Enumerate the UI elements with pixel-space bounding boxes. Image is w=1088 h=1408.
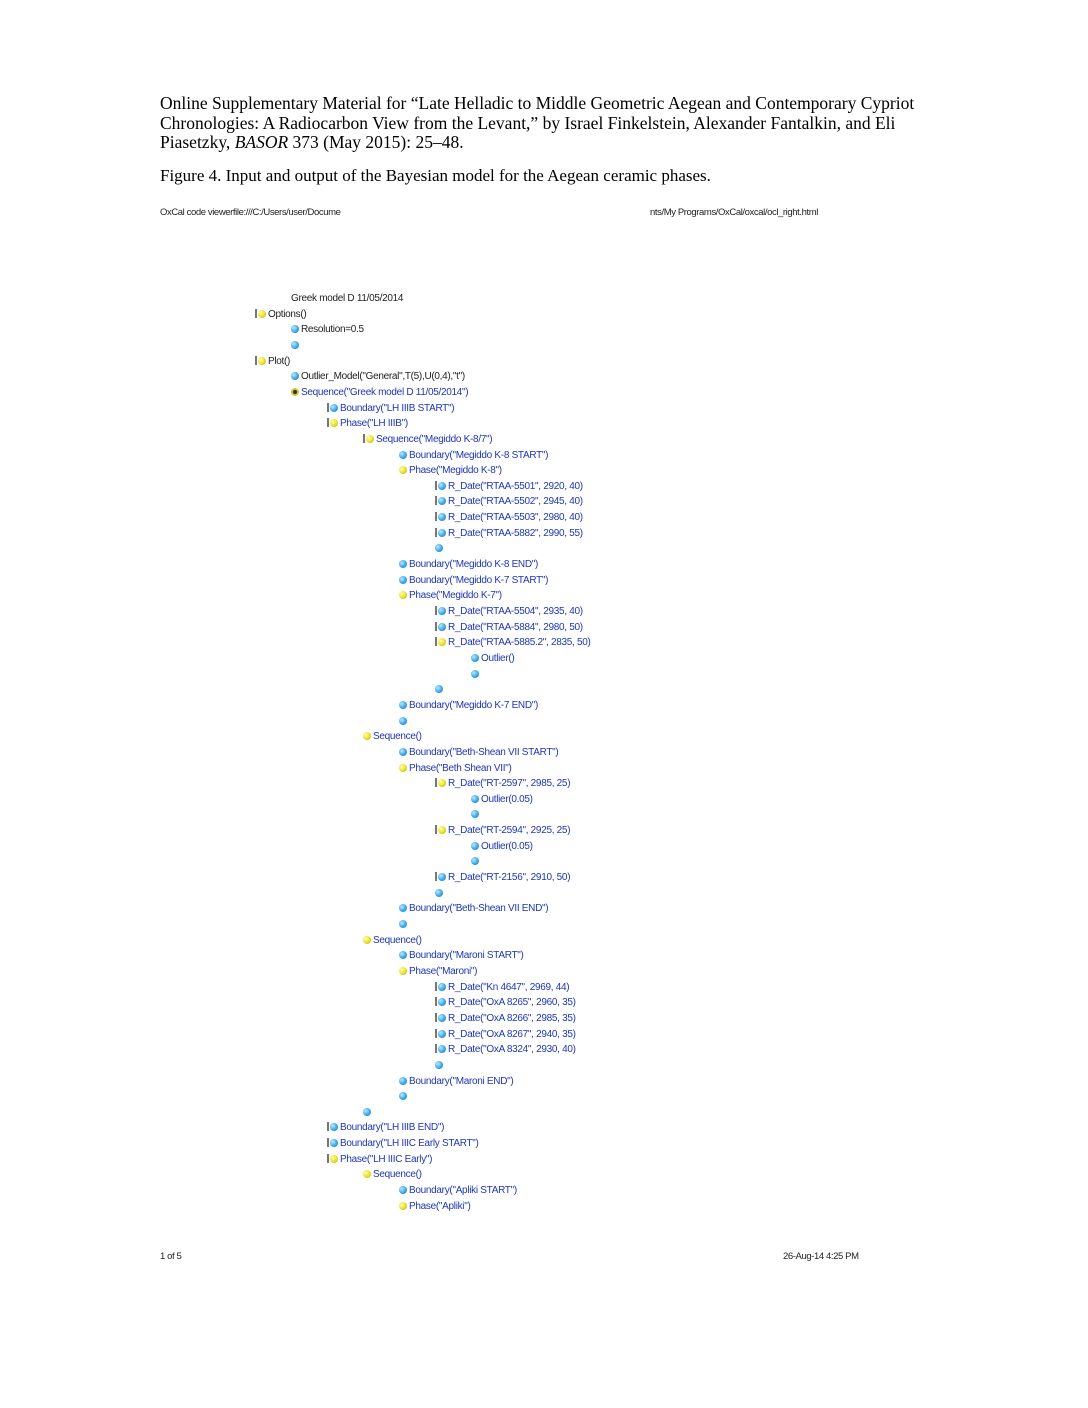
- item-node-icon[interactable]: [291, 372, 299, 380]
- item-node-icon[interactable]: [438, 998, 446, 1006]
- outlier-bar-icon: [255, 309, 257, 318]
- item-node-icon[interactable]: [435, 889, 443, 897]
- tree-node[interactable]: [399, 1200, 471, 1214]
- item-node-icon[interactable]: [363, 1108, 371, 1116]
- outlier-bar-icon: [435, 997, 437, 1006]
- tree-node[interactable]: [399, 449, 548, 463]
- outlier-bar-icon: [435, 528, 437, 537]
- tree-node-label[interactable]: Outlier(): [481, 652, 515, 664]
- tree-node-label[interactable]: Boundary("Apliki START"): [409, 1185, 517, 1197]
- item-node-icon[interactable]: [399, 451, 407, 459]
- tree-node[interactable]: [435, 871, 570, 885]
- item-node-icon[interactable]: [438, 1014, 446, 1022]
- tree-node-label[interactable]: Boundary("Megiddo K-8 START"): [409, 449, 549, 461]
- item-node-icon[interactable]: [399, 701, 407, 709]
- item-node-icon[interactable]: [438, 983, 446, 991]
- tree-node-label[interactable]: Phase("LH IIIB"): [340, 418, 408, 430]
- group-node-icon[interactable]: [363, 732, 371, 740]
- item-node-icon[interactable]: [399, 576, 407, 584]
- tree-node[interactable]: [399, 589, 502, 603]
- tree-node-label[interactable]: Boundary("LH IIIC Early START"): [340, 1138, 479, 1150]
- item-node-icon[interactable]: [291, 325, 299, 333]
- item-node-icon[interactable]: [291, 341, 299, 349]
- tree-node[interactable]: [327, 1121, 444, 1135]
- tree-node[interactable]: [435, 1043, 576, 1057]
- tree-node-label[interactable]: R_Date("RTAA-5503", 2980, 40): [448, 512, 583, 524]
- tree-node[interactable]: [471, 793, 533, 807]
- group-node-icon[interactable]: [399, 591, 407, 599]
- group-node-icon[interactable]: [258, 310, 266, 318]
- item-node-icon[interactable]: [471, 810, 479, 818]
- tree-node-label[interactable]: R_Date("RTAA-5504", 2935, 40): [448, 606, 583, 617]
- item-node-icon[interactable]: [438, 513, 446, 521]
- item-node-icon[interactable]: [438, 1030, 446, 1038]
- tree-node[interactable]: [399, 1075, 513, 1089]
- tree-node-label[interactable]: R_Date("RTAA-5882", 2990, 55): [448, 527, 583, 539]
- group-node-icon[interactable]: [363, 1170, 371, 1178]
- tree-node-label[interactable]: Boundary("Megiddo K-8 END"): [409, 559, 539, 571]
- tree-node-label[interactable]: Boundary("Beth-Shean VII END"): [409, 903, 549, 915]
- item-node-icon[interactable]: [438, 529, 446, 537]
- item-node-icon[interactable]: [399, 920, 407, 928]
- outlier-bar-icon: [435, 637, 437, 646]
- item-node-icon[interactable]: [471, 857, 479, 865]
- tree-node[interactable]: [363, 1168, 422, 1182]
- tree-node: [255, 308, 306, 322]
- group-node-icon[interactable]: [399, 967, 407, 975]
- tree-node[interactable]: [471, 840, 533, 854]
- tree-node: [291, 339, 301, 353]
- outlier-bar-icon: [327, 418, 329, 427]
- print-header-left: OxCal code viewerfile:///C:/Users/user/Docume: [160, 207, 341, 218]
- tree-node[interactable]: [399, 574, 548, 588]
- tree-node: [255, 355, 290, 369]
- group-node-icon[interactable]: [363, 936, 371, 944]
- tree-node-label[interactable]: Boundary("Maroni START"): [409, 950, 524, 962]
- item-node-icon[interactable]: [471, 670, 479, 678]
- group-node-icon[interactable]: [438, 638, 446, 646]
- outlier-bar-icon: [435, 982, 437, 991]
- tree-node[interactable]: [435, 605, 583, 619]
- group-node-icon[interactable]: [330, 419, 338, 427]
- tree-node-label[interactable]: R_Date("OxA 8265", 2960, 35): [448, 997, 576, 1009]
- tree-node-label: Plot(): [268, 355, 291, 367]
- item-node-icon[interactable]: [399, 1077, 407, 1085]
- tree-node[interactable]: [471, 855, 481, 869]
- tree-node-label[interactable]: Boundary("Beth-Shean VII START"): [409, 746, 559, 758]
- tree-node[interactable]: [435, 511, 583, 525]
- tree-node[interactable]: [435, 777, 570, 791]
- heading-line-2: Chronologies: A Radiocarbon View from the Levant,” by Israel Finkelstein, Alexander Fantalkin, and Eli: [160, 112, 896, 133]
- outlier-bar-icon: [327, 1122, 329, 1131]
- figure-caption: Figure 4. Input and output of the Bayesian model for the Aegean ceramic phases.: [160, 166, 711, 185]
- tree-node[interactable]: [363, 730, 422, 744]
- group-node-icon[interactable]: [399, 764, 407, 772]
- tree-node-label[interactable]: Boundary("Maroni END"): [409, 1075, 514, 1087]
- tree-node-label[interactable]: Sequence(): [373, 731, 422, 743]
- tree-node[interactable]: [399, 965, 477, 979]
- tree-node[interactable]: [435, 480, 583, 494]
- tree-node[interactable]: [363, 433, 492, 447]
- tree-node[interactable]: [327, 417, 408, 431]
- outlier-bar-icon: [327, 1138, 329, 1147]
- tree-node-label[interactable]: Phase("Beth Shean VII"): [409, 762, 512, 774]
- tree-node[interactable]: [399, 762, 512, 776]
- item-node-icon[interactable]: [435, 544, 443, 552]
- tree-node[interactable]: [327, 402, 454, 416]
- outlier-bar-icon: [435, 622, 437, 631]
- item-node-icon[interactable]: [435, 685, 443, 693]
- tree-node[interactable]: [327, 1137, 479, 1151]
- item-node-icon[interactable]: [471, 654, 479, 662]
- tree-node-label[interactable]: R_Date("Kn 4647", 2969, 44): [448, 981, 570, 993]
- group-node-icon[interactable]: [330, 1155, 338, 1163]
- outlier-bar-icon: [255, 356, 257, 365]
- item-node-icon[interactable]: [438, 482, 446, 490]
- tree-node-label[interactable]: Phase("Apliki"): [409, 1200, 471, 1212]
- tree-node[interactable]: [435, 981, 569, 995]
- tree-node-label[interactable]: Sequence(): [373, 1169, 422, 1181]
- item-node-icon[interactable]: [438, 1045, 446, 1053]
- tree-node[interactable]: [435, 996, 576, 1010]
- tree-node[interactable]: [399, 1090, 409, 1104]
- heading-line-3-prefix: Piasetzky,: [160, 132, 235, 152]
- group-node-icon[interactable]: [366, 435, 374, 443]
- item-node-icon[interactable]: [330, 1123, 338, 1131]
- tree-node: [291, 292, 403, 306]
- tree-node-label[interactable]: Boundary("Megiddo K-7 START"): [409, 574, 549, 586]
- tree-node-label: Resolution=0.5: [301, 324, 364, 336]
- tree-node[interactable]: [399, 902, 548, 916]
- outlier-bar-icon: [435, 872, 437, 881]
- tree-node-label: Options(): [268, 308, 307, 320]
- selected-node-icon[interactable]: [291, 388, 299, 396]
- group-node-icon[interactable]: [258, 357, 266, 365]
- item-node-icon[interactable]: [438, 607, 446, 615]
- tree-node-label[interactable]: R_Date("RT-2156", 2910, 50): [448, 872, 571, 884]
- tree-node: [291, 323, 364, 337]
- tree-node-label[interactable]: Phase("LH IIIC Early"): [340, 1153, 433, 1165]
- tree-node-label[interactable]: Outlier(0.05): [481, 793, 533, 805]
- print-timestamp: 26-Aug-14 4:25 PM: [783, 1251, 859, 1262]
- outlier-bar-icon: [435, 1044, 437, 1053]
- tree-node[interactable]: [399, 1184, 517, 1198]
- tree-node-label[interactable]: Phase("Megiddo K-7"): [409, 590, 502, 602]
- tree-node[interactable]: [399, 949, 524, 963]
- outlier-bar-icon: [435, 606, 437, 615]
- group-node-icon[interactable]: [438, 826, 446, 834]
- tree-node[interactable]: [399, 699, 538, 713]
- heading-line-1: Online Supplementary Material for “Late Helladic to Middle Geometric Aegean and Contemporary Cypriot: [160, 93, 915, 113]
- item-node-icon[interactable]: [399, 1186, 407, 1194]
- print-header-right: nts/My Programs/OxCal/oxcal/ocl_right.html: [650, 207, 818, 218]
- tree-node[interactable]: [435, 527, 583, 541]
- tree-node[interactable]: [327, 1153, 432, 1167]
- item-node-icon[interactable]: [399, 560, 407, 568]
- tree-node[interactable]: [399, 558, 538, 572]
- tree-node[interactable]: [471, 668, 481, 682]
- tree-node-label[interactable]: R_Date("RTAA-5502", 2945, 40): [448, 496, 583, 508]
- tree-node-label[interactable]: R_Date("OxA 8267", 2940, 35): [448, 1028, 576, 1040]
- tree-node-label[interactable]: Sequence(): [373, 934, 422, 946]
- group-node-icon[interactable]: [399, 1202, 407, 1210]
- tree-node[interactable]: [399, 464, 502, 478]
- item-node-icon[interactable]: [438, 623, 446, 631]
- outlier-bar-icon: [435, 481, 437, 490]
- tree-node[interactable]: [435, 683, 445, 697]
- tree-node-label[interactable]: R_Date("RT-2594", 2925, 25): [448, 825, 571, 837]
- outlier-bar-icon: [435, 778, 437, 787]
- tree-node-label[interactable]: Boundary("LH IIIB END"): [340, 1122, 445, 1134]
- tree-node-label[interactable]: R_Date("RT-2597", 2985, 25): [448, 778, 571, 790]
- page-number: 1 of 5: [160, 1251, 182, 1262]
- tree-node[interactable]: [435, 1012, 576, 1026]
- tree-node[interactable]: [399, 918, 409, 932]
- tree-node-label[interactable]: Sequence("Megiddo K-8/7"): [376, 433, 493, 445]
- tree-node-label[interactable]: Boundary("Megiddo K-7 END"): [409, 699, 539, 711]
- heading-line-3: [160, 133, 960, 153]
- tree-node-label[interactable]: Phase("Megiddo K-8"): [409, 465, 502, 477]
- outlier-bar-icon: [435, 1029, 437, 1038]
- group-node-icon[interactable]: [438, 779, 446, 787]
- tree-node-label[interactable]: R_Date("OxA 8266", 2985, 35): [448, 1012, 576, 1024]
- item-node-icon[interactable]: [435, 1061, 443, 1069]
- tree-node[interactable]: [363, 1106, 373, 1120]
- item-node-icon[interactable]: [399, 748, 407, 756]
- outlier-bar-icon: [327, 1154, 329, 1163]
- tree-node[interactable]: [435, 542, 445, 556]
- tree-node[interactable]: [435, 1059, 445, 1073]
- tree-node-label[interactable]: R_Date("OxA 8324", 2930, 40): [448, 1044, 576, 1056]
- tree-node: [291, 370, 465, 384]
- tree-node[interactable]: [471, 808, 481, 822]
- outlier-bar-icon: [363, 434, 365, 443]
- tree-node-label[interactable]: R_Date("RTAA-5884", 2980, 50): [448, 621, 583, 633]
- tree-node[interactable]: [435, 495, 583, 509]
- item-node-icon[interactable]: [438, 497, 446, 505]
- item-node-icon[interactable]: [330, 404, 338, 412]
- item-node-icon[interactable]: [399, 951, 407, 959]
- tree-node-label: Outlier_Model("General",T(5),U(0,4),"t"): [301, 371, 465, 383]
- tree-node-label[interactable]: Sequence("Greek model D 11/05/2014"): [301, 386, 469, 398]
- item-node-icon[interactable]: [399, 904, 407, 912]
- tree-node[interactable]: [399, 746, 558, 760]
- group-node-icon[interactable]: [399, 466, 407, 474]
- outlier-bar-icon: [435, 496, 437, 505]
- tree-node[interactable]: [471, 652, 514, 666]
- tree-node[interactable]: [399, 715, 409, 729]
- outlier-bar-icon: [435, 1013, 437, 1022]
- item-node-icon[interactable]: [471, 795, 479, 803]
- item-node-icon[interactable]: [471, 842, 479, 850]
- outlier-bar-icon: [327, 403, 329, 412]
- tree-node[interactable]: [435, 1028, 576, 1042]
- tree-node[interactable]: [435, 636, 591, 650]
- tree-node-label: Greek model D 11/05/2014: [291, 293, 404, 304]
- item-node-icon[interactable]: [330, 1139, 338, 1147]
- tree-node-label[interactable]: R_Date("RTAA-5501", 2920, 40): [448, 480, 583, 492]
- item-node-icon[interactable]: [438, 873, 446, 881]
- tree-node-label[interactable]: Outlier(0.05): [481, 840, 533, 852]
- item-node-icon[interactable]: [399, 717, 407, 725]
- tree-node-label[interactable]: Phase("Maroni"): [409, 965, 478, 977]
- tree-node[interactable]: [435, 887, 445, 901]
- document-heading: [160, 94, 960, 153]
- tree-node-label[interactable]: R_Date("RTAA-5885.2", 2835, 50): [448, 637, 591, 649]
- journal-name: BASOR: [234, 132, 289, 152]
- tree-node[interactable]: [435, 621, 583, 635]
- outlier-bar-icon: [435, 825, 437, 834]
- outlier-bar-icon: [435, 512, 437, 521]
- heading-line-3-suffix: 373 (May 2015): 25–48.: [288, 132, 464, 152]
- item-node-icon[interactable]: [399, 1092, 407, 1100]
- tree-node[interactable]: [291, 386, 468, 400]
- tree-node-label[interactable]: Boundary("LH IIIB START"): [340, 402, 455, 414]
- tree-node[interactable]: [363, 934, 422, 948]
- tree-node[interactable]: [435, 824, 570, 838]
